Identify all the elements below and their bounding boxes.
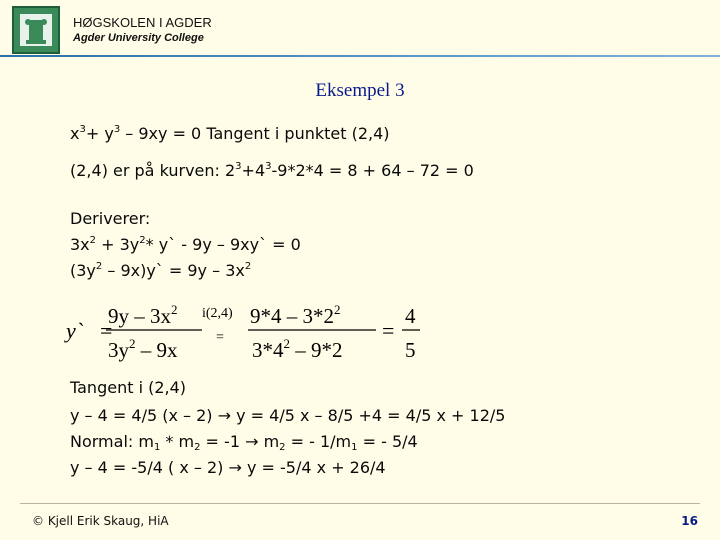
formula-equals-1: = — [100, 318, 113, 343]
formula-numerator-3: 4 — [405, 304, 416, 328]
normal-slope: Normal: $m_1 * m_2 = -1 \to m_2$ = - $1/m_1$ = - 5/4 — [70, 432, 418, 453]
formula-denominator-3: 5 — [405, 338, 416, 362]
formula-numerator-1: $9y - 3x^2$ — [108, 302, 178, 328]
page-number: 16 — [681, 514, 698, 528]
footer-author: © Kjell Erik Skaug, HiA — [32, 514, 169, 528]
college-logo — [12, 6, 60, 54]
college-name: Agder University College — [73, 32, 204, 44]
tangent-heading: Tangent i (2,4) — [70, 378, 187, 397]
footer-divider — [20, 503, 700, 504]
normal-equation: y – 4 = -5/4 ( x – 2) → y = -5/4 x + 26/4 — [70, 458, 386, 477]
derivation-step-1: $3x^2 + 3y^2*$ y` - 9y – 9xy` = 0 — [70, 235, 301, 254]
formula-lhs: y` — [66, 318, 84, 343]
slide-title: Eksempel 3 — [315, 80, 405, 101]
point-check: (2,4) er på kurven: $2^3+4^3-9*2*4 = 8 + 64 - 72 = 0$ — [70, 161, 474, 180]
header-divider — [0, 55, 720, 57]
derivation-step-2: ($3y^2$ – 9x)y` = $9y - 3x^2$ — [70, 261, 252, 280]
derivation-heading: Deriverer: — [70, 209, 151, 228]
formula-numerator-2: $9*4 - 3*2^2$ — [250, 302, 341, 328]
formula-point: i(2,4) — [202, 306, 233, 321]
tangent-equation: y – 4 = 4/5 (x – 2) → y = 4/5 x – 8/5 +4 = 4/5 x + 12/5 — [70, 406, 506, 425]
formula-denominator-1: $3y^2 - 9x$ — [108, 336, 178, 362]
formula-equals-2: = — [216, 330, 224, 345]
slope-formula — [62, 295, 432, 365]
curve-equation: $x^3+ y^3 - 9xy = 0$ Tangent i punktet (2,4) — [70, 124, 390, 143]
school-name: HØGSKOLEN I AGDER — [73, 15, 212, 30]
formula-denominator-2: $3*4^2 - 9*2$ — [252, 336, 343, 362]
formula-equals-3: = — [382, 318, 395, 343]
